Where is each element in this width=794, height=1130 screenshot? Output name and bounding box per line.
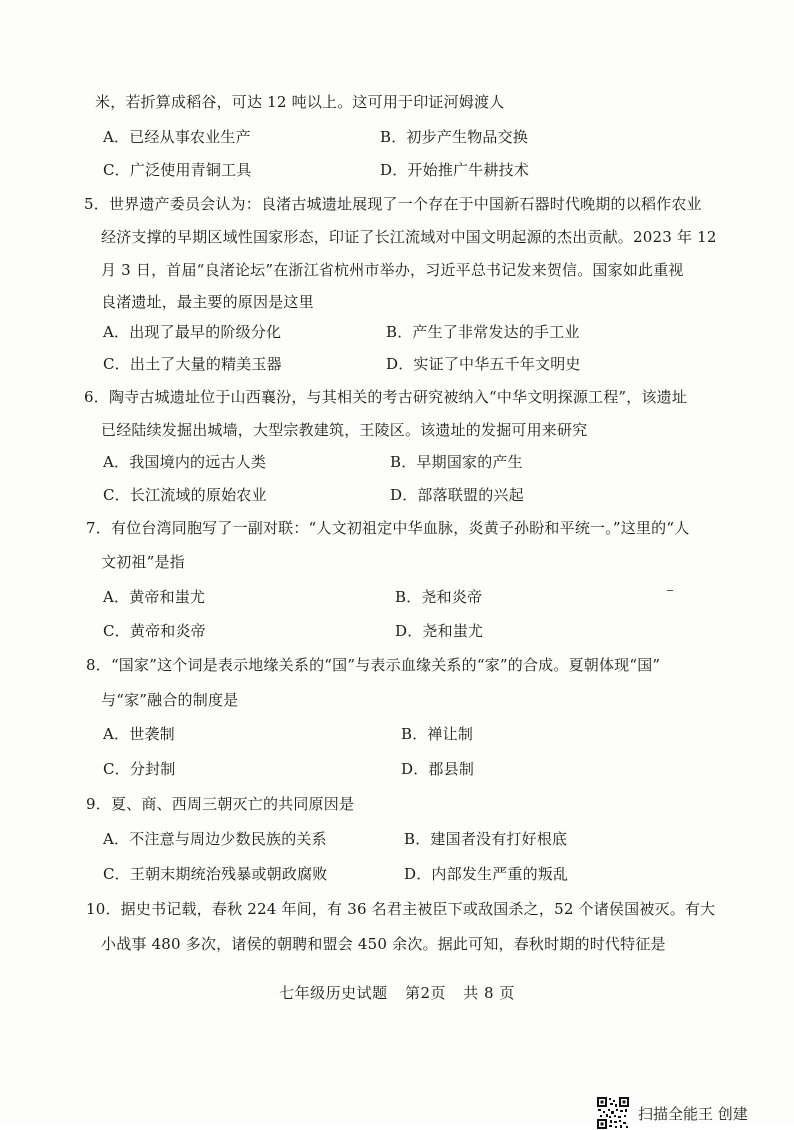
q5-option-d: D．实证了中华五千年文明史 bbox=[386, 355, 581, 373]
scanner-watermark bbox=[596, 1096, 748, 1130]
q8-option-c: C．分封制 bbox=[103, 760, 176, 778]
q7-option-d: D．尧和蚩尤 bbox=[395, 622, 484, 640]
q9-option-c: C．王朝末期统治残暴或朝政腐败 bbox=[103, 865, 328, 883]
q8-stem-line-2: 与“家”融合的制度是 bbox=[101, 691, 239, 709]
q7-option-a: A．黄帝和蚩尤 bbox=[103, 588, 206, 606]
q4-option-a: A．已经从事农业生产 bbox=[103, 128, 251, 146]
q9-option-a: A．不注意与周边少数民族的关系 bbox=[103, 830, 327, 848]
q6-option-a: A．我国境内的远古人类 bbox=[103, 453, 267, 471]
q6-option-d: D．部落联盟的兴起 bbox=[390, 486, 524, 504]
q7-option-c: C．黄帝和炎帝 bbox=[103, 622, 206, 640]
q4-option-c: C．广泛使用青铜工具 bbox=[103, 161, 252, 179]
q5-stem-line-4: 良渚遗址，最主要的原因是这里 bbox=[101, 293, 314, 311]
q4-stem-tail: 米，若折算成稻谷，可达 12 吨以上。这可用于印证河姆渡人 bbox=[95, 93, 505, 111]
q6-stem-line-2: 已经陆续发掘出城墙，大型宗教建筑，王陵区。该遗址的发掘可用来研究 bbox=[101, 421, 588, 439]
q4-option-b: B．初步产生物品交换 bbox=[380, 128, 529, 146]
footer-page: 第2页 bbox=[404, 984, 446, 1002]
q8-option-b: B．禅让制 bbox=[401, 725, 474, 743]
q4-option-d: D．开始推广牛耕技术 bbox=[380, 161, 530, 179]
q5-option-c: C．出土了大量的精美玉器 bbox=[103, 355, 282, 373]
q9-stem-line-1: 9．夏、商、西周三朝灭亡的共同原因是 bbox=[86, 795, 355, 813]
q9-option-b: B．建国者没有打好根底 bbox=[404, 830, 568, 848]
stray-mark bbox=[667, 590, 673, 591]
q9-option-d: D．内部发生严重的叛乱 bbox=[404, 865, 569, 883]
q7-stem-line-2: 文初祖”是指 bbox=[101, 553, 185, 571]
q10-stem-line-1: 10．据史书记载，春秋 224 年间，有 36 名君主被臣下或敌国杀之，52 个诸侯国被灭。有大 bbox=[86, 900, 716, 918]
q8-option-d: D．郡县制 bbox=[401, 760, 475, 778]
q5-option-b: B．产生了非常发达的手工业 bbox=[386, 323, 580, 341]
q10-stem-line-2: 小战事 480 多次，诸侯的朝聘和盟会 450 余次。据此可知，春秋时期的时代特征是 bbox=[101, 935, 666, 953]
q5-stem-line-3: 月 3 日，首届“良渚论坛”在浙江省杭州市举办，习近平总书记发来贺信。国家如此重视 bbox=[101, 261, 684, 279]
q7-stem-line-1: 7．有位台湾同胞写了一副对联：“人文初祖定中华血脉，炎黄子孙盼和平统一。”这里的“人 bbox=[86, 519, 690, 537]
footer-total: 共 8 页 bbox=[463, 984, 515, 1002]
scanner-label: 扫描全能王 创建 bbox=[638, 1104, 748, 1123]
q6-stem-line-1: 6．陶寺古城遗址位于山西襄汾，与其相关的考古研究被纳入“中华文明探源工程”，该遗址 bbox=[84, 388, 688, 406]
q7-option-b: B．尧和炎帝 bbox=[395, 588, 483, 606]
q5-stem-line-1: 5．世界遗产委员会认为：良渚古城遗址展现了一个存在于中国新石器时代晚期的以稻作农业 bbox=[84, 195, 702, 213]
qr-code-icon bbox=[596, 1096, 630, 1130]
footer-title: 七年级历史试题 bbox=[279, 984, 388, 1002]
q6-option-b: B．早期国家的产生 bbox=[390, 453, 523, 471]
q5-option-a: A．出现了最早的阶级分化 bbox=[103, 323, 282, 341]
q8-option-a: A．世袭制 bbox=[103, 725, 175, 743]
q6-option-c: C．长江流域的原始农业 bbox=[103, 486, 267, 504]
q5-stem-line-2: 经济支撑的早期区域性国家形态，印证了长江流域对中国文明起源的杰出贡献。2023 年 12 bbox=[101, 228, 717, 246]
page-footer bbox=[0, 982, 794, 1003]
q8-stem-line-1: 8．“国家”这个词是表示地缘关系的“国”与表示血缘关系的“家”的合成。夏朝体现“国” bbox=[86, 656, 661, 674]
